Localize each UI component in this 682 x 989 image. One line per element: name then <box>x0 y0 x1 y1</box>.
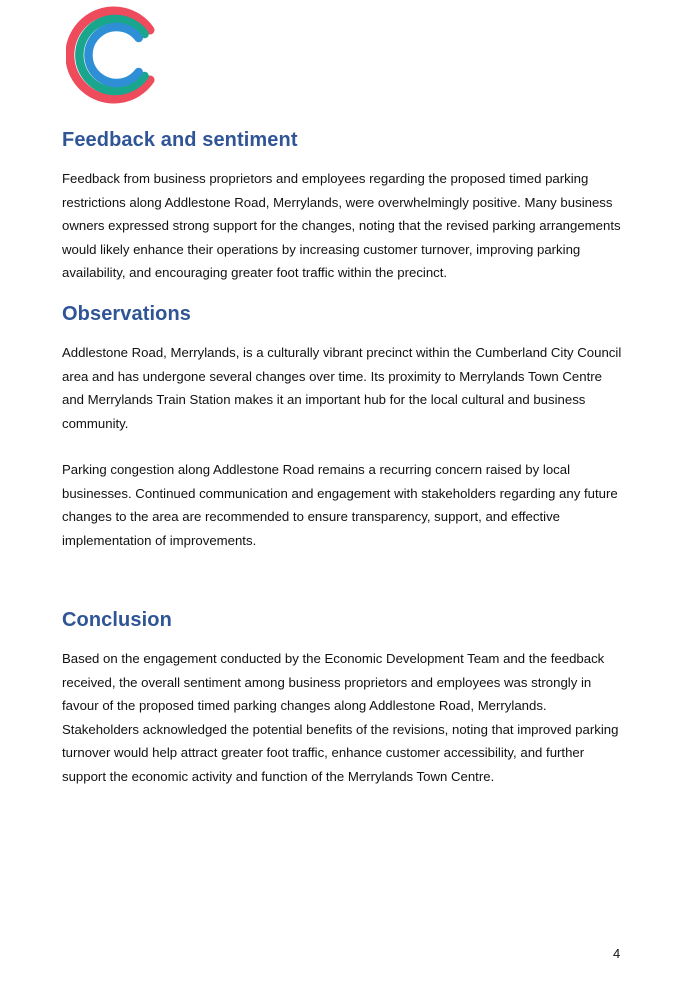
council-c-logo-icon <box>66 5 158 105</box>
page-number: 4 <box>613 946 621 961</box>
observations-heading: Observations <box>62 303 192 325</box>
observations-paragraph-2: Parking congestion along Addlestone Road remains a recurring concern raised by local businesses. Continued communication and engagement with stakeholders regarding any future changes to the area are recommended to ensure transparency, support, and effective implementation of improvements. <box>62 462 618 548</box>
observations-paragraph-1: Addlestone Road, Merrylands, is a culturally vibrant precinct within the Cumberland City Council area and has undergone several changes over time. Its proximity to Merrylands Town Centre and Merrylands Train Station makes it an important hub for the local cultural and business community. <box>62 345 622 431</box>
council-logo <box>66 5 158 105</box>
conclusion-paragraph: Based on the engagement conducted by the Economic Development Team and the feedback received, the overall sentiment among business proprietors and employees was strongly in favour of the proposed timed parking changes along Addlestone Road, Merrylands. Stakeholders acknowledged the potential benefits of the revisions, noting that improved parking turnover would help attract greater foot traffic, enhance customer accessibility, and further support the economic activity and function of the Merrylands Town Centre. <box>62 651 619 784</box>
conclusion-heading: Conclusion <box>62 609 172 631</box>
feedback-paragraph: Feedback from business proprietors and employees regarding the proposed timed parking restrictions along Addlestone Road, Merrylands, were overwhelmingly positive. Many business owners expressed strong support for the changes, noting that the revised parking arrangements would likely enhance their operations by increasing customer turnover, improving parking availability, and encouraging greater foot traffic within the precinct. <box>62 171 621 280</box>
feedback-heading: Feedback and sentiment <box>62 129 298 151</box>
